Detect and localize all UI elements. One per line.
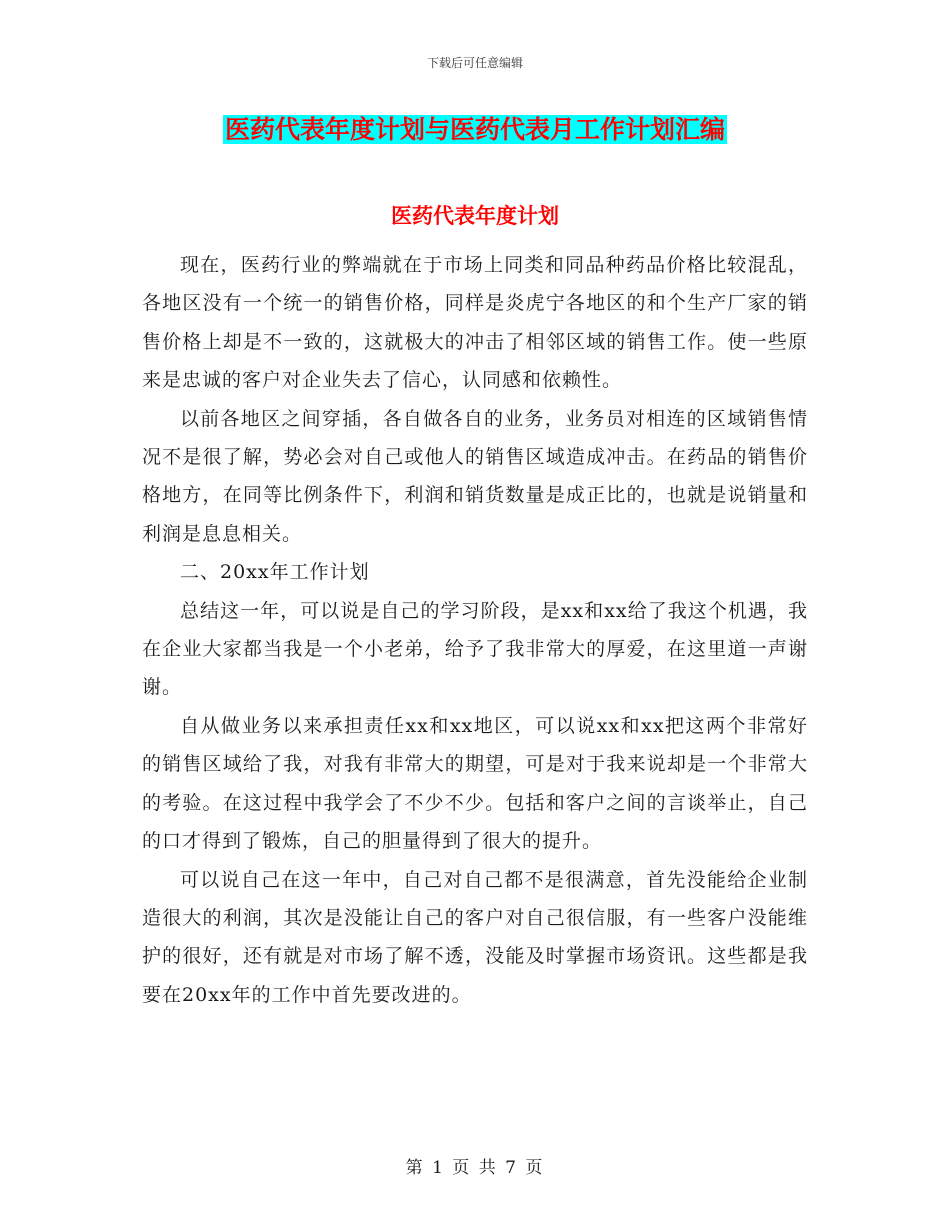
section-title: 医药代表年度计划 [391, 204, 559, 228]
section-heading: 二、20xx年工作计划 [180, 561, 370, 584]
paragraph: 总结这一年，可以说是自己的学习阶段，是xx和xx给了我这个机遇，我在企业大家都当我是一个小老弟，给予了我非常大的厚爱，在这里道一声谢谢。 [142, 599, 808, 699]
paragraph: 现在，医药行业的弊端就在于市场上同类和同品种药品价格比较混乱，各地区没有一个统一的销售价格，同样是炎虎宁各地区的和个生产厂家的销售价格上却是不一致的，这就极大的冲击了相邻区域的销售工作。使一些原来是忠诚的客户对企业失去了信心，认同感和依赖性。 [142, 254, 808, 392]
document-title [0, 112, 950, 148]
document-title-text: 医药代表年度计划与医药代表月工作计划汇编 [224, 115, 725, 144]
paragraph: 可以说自己在这一年中，自己对自己都不是很满意，首先没能给企业制造很大的利润，其次是没能让自己的客户对自己很信服，有一些客户没能维护的很好，还有就是对市场了解不透，没能及时掌握市场资讯。这些都是我要在20xx年的工作中首先要改进的。 [142, 868, 808, 1006]
header-note: 下载后可任意编辑 [426, 56, 523, 70]
document-body [142, 246, 808, 1014]
paragraph: 自从做业务以来承担责任xx和xx地区，可以说xx和xx把这两个非常好的销售区域给了我，对我有非常大的期望，可是对于我来说却是一个非常大的考验。在这过程中我学会了不少不少。包括和客户之间的言谈举止，自己的口才得到了锻炼，自己的胆量得到了很大的提升。 [142, 714, 808, 853]
page-number-footer: 第 1 页 共 7 页 [405, 1158, 545, 1178]
paragraph: 以前各地区之间穿插，各自做各自的业务，业务员对相连的区域销售情况不是很了解，势必会对自己或他人的销售区域造成冲击。在药品的销售价格地方，在同等比例条件下，利润和销货数量是成正比的，也就是说销量和利润是息息相关。 [142, 407, 808, 545]
